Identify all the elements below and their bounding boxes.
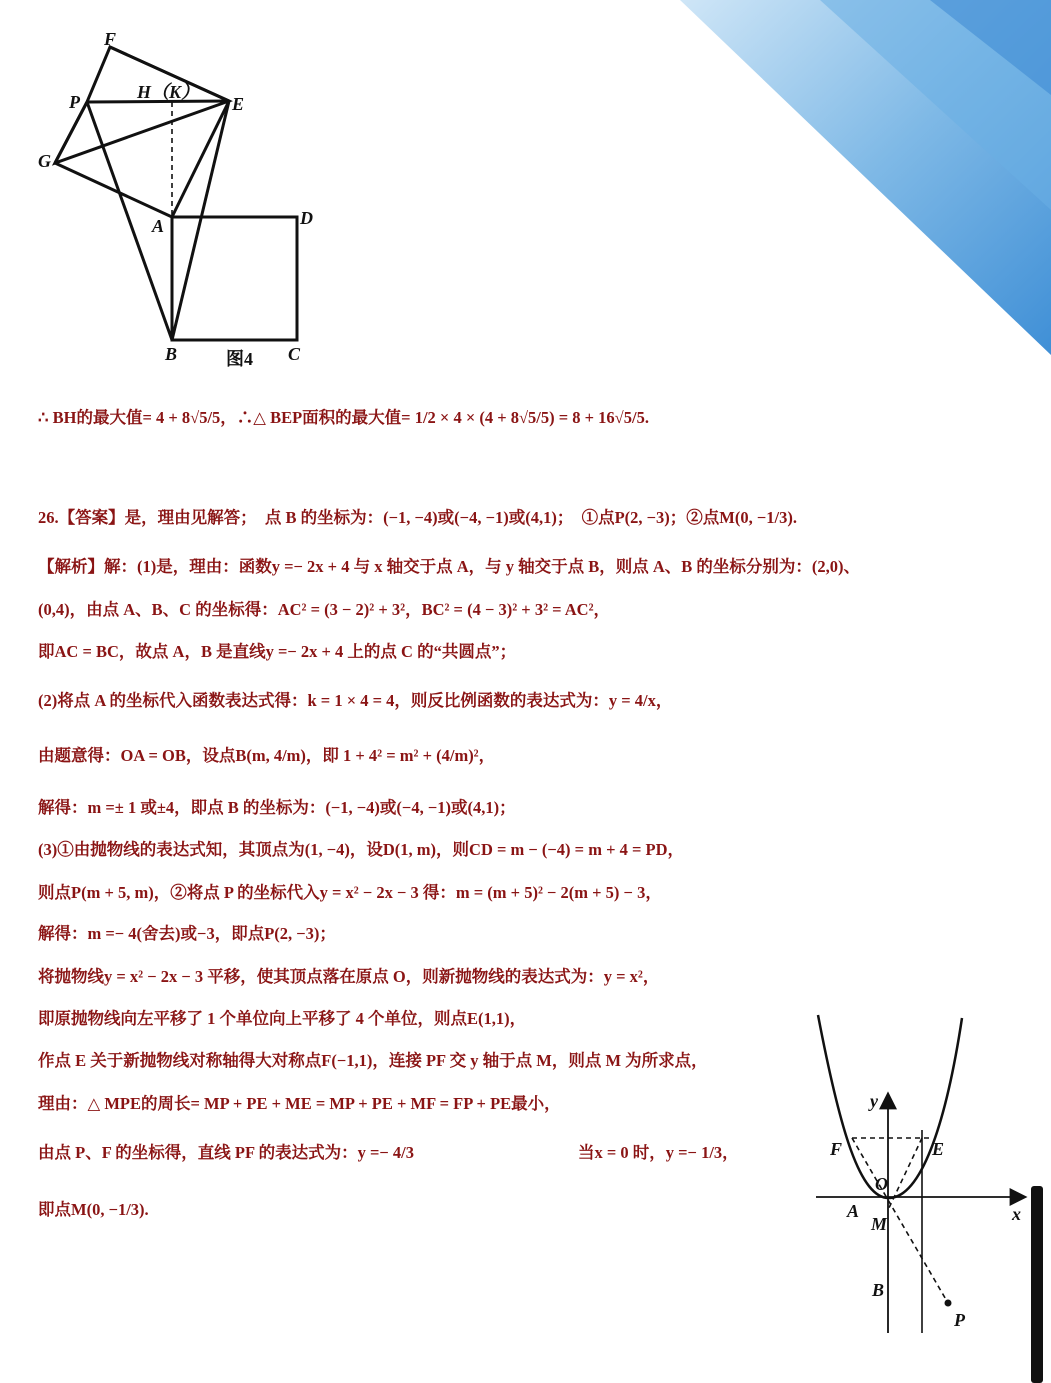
- analysis-1: 【解析】解：(1)是，理由：函数y =− 2x + 4 与 x 轴交于点 A，与 y 轴交于点 B，则点 A、B 的坐标分别为：(2,0)、: [38, 557, 861, 576]
- analysis-6: 解得：m =± 1 或±4，即点 B 的坐标为：(−1, −4)或(−4, −1)或(4,1)；: [38, 798, 516, 817]
- analysis-3: 即AC = BC，故点 A，B 是直线y =− 2x + 4 上的点 C 的“共圆点”；: [38, 642, 517, 661]
- label-F: F: [104, 29, 117, 49]
- bh-max-line: ∴ BH的最大值= 4 + 8√5/5，∴△ BEP面积的最大值= 1/2 × 4 × (4 + 8√5/5) = 8 + 16√5/5.: [38, 408, 649, 427]
- analysis-15: 即点M(0, −1/3).: [38, 1200, 149, 1219]
- figure-caption: 图4: [226, 349, 253, 369]
- label-M: M: [871, 1214, 888, 1234]
- label-B: B: [165, 344, 178, 364]
- label-B: B: [872, 1280, 885, 1300]
- label-G: G: [38, 151, 51, 171]
- label-E: E: [932, 1139, 945, 1159]
- analysis-9: 解得：m =− 4(舍去)或−3，即点P(2, −3)；: [38, 924, 336, 943]
- analysis-10: 将抛物线y = x² − 2x − 3 平移，使其顶点落在原点 O，则新抛物线的表达式为：y = x²，: [38, 967, 660, 986]
- analysis-7: (3)①由抛物线的表达式知，其顶点为(1, −4)，设D(1, m)，则CD = m − (−4) = m + 4 = PD，: [38, 840, 684, 859]
- axis-x-label: x: [1012, 1204, 1021, 1224]
- analysis-14a: 由点 P、F 的坐标得，直线 PF 的表达式为：y =− 4/3: [38, 1143, 414, 1162]
- analysis-14b: 当x = 0 时，y =− 1/3，: [578, 1143, 739, 1162]
- analysis-8: 则点P(m + 5, m)，②将点 P 的坐标代入y = x² − 2x − 3 得：m = (m + 5)² − 2(m + 5) − 3，: [38, 883, 662, 902]
- label-C: C: [288, 344, 301, 364]
- analysis-2: (0,4)，由点 A、B、C 的坐标得：AC² = (3 − 2)² + 3²，BC² = (4 − 3)² + 3² = AC²，: [38, 600, 611, 619]
- analysis-11: 即原抛物线向左平移了 1 个单位向上平移了 4 个单位，则点E(1,1)，: [38, 1009, 527, 1028]
- figure-parabola: [810, 1005, 1030, 1335]
- label-P: P: [954, 1310, 965, 1330]
- label-E: E: [232, 94, 245, 114]
- label-HK: H（K）: [137, 82, 200, 102]
- axis-y-label: y: [870, 1091, 878, 1111]
- label-A: A: [847, 1201, 860, 1221]
- analysis-12: 作点 E 关于新抛物线对称轴得大对称点F(−1,1)，连接 PF 交 y 轴于点 M，则点 M 为所求点，: [38, 1051, 708, 1070]
- label-O: O: [875, 1174, 888, 1194]
- scrollbar[interactable]: [1031, 1186, 1043, 1383]
- figure-4-geometry: [30, 20, 330, 375]
- analysis-5: 由题意得：OA = OB，设点B(m, 4/m)，即 1 + 4² = m² + (4/m)²，: [38, 746, 496, 765]
- label-A: A: [152, 216, 165, 236]
- label-P: P: [69, 92, 80, 112]
- label-D: D: [300, 208, 313, 228]
- analysis-13: 理由：△ MPE的周长= MP + PE + ME = MP + PE + MF = FP + PE最小，: [38, 1094, 561, 1113]
- analysis-4: (2)将点 A 的坐标代入函数表达式得：k = 1 × 4 = 4，则反比例函数的表达式为：y = 4/x，: [38, 691, 673, 710]
- answer-26: 26.【答案】是，理由见解答； 点 B 的坐标为：(−1, −4)或(−4, −1)或(4,1)； ①点P(2, −3)；②点M(0, −1/3).: [38, 508, 797, 527]
- label-F: F: [830, 1139, 843, 1159]
